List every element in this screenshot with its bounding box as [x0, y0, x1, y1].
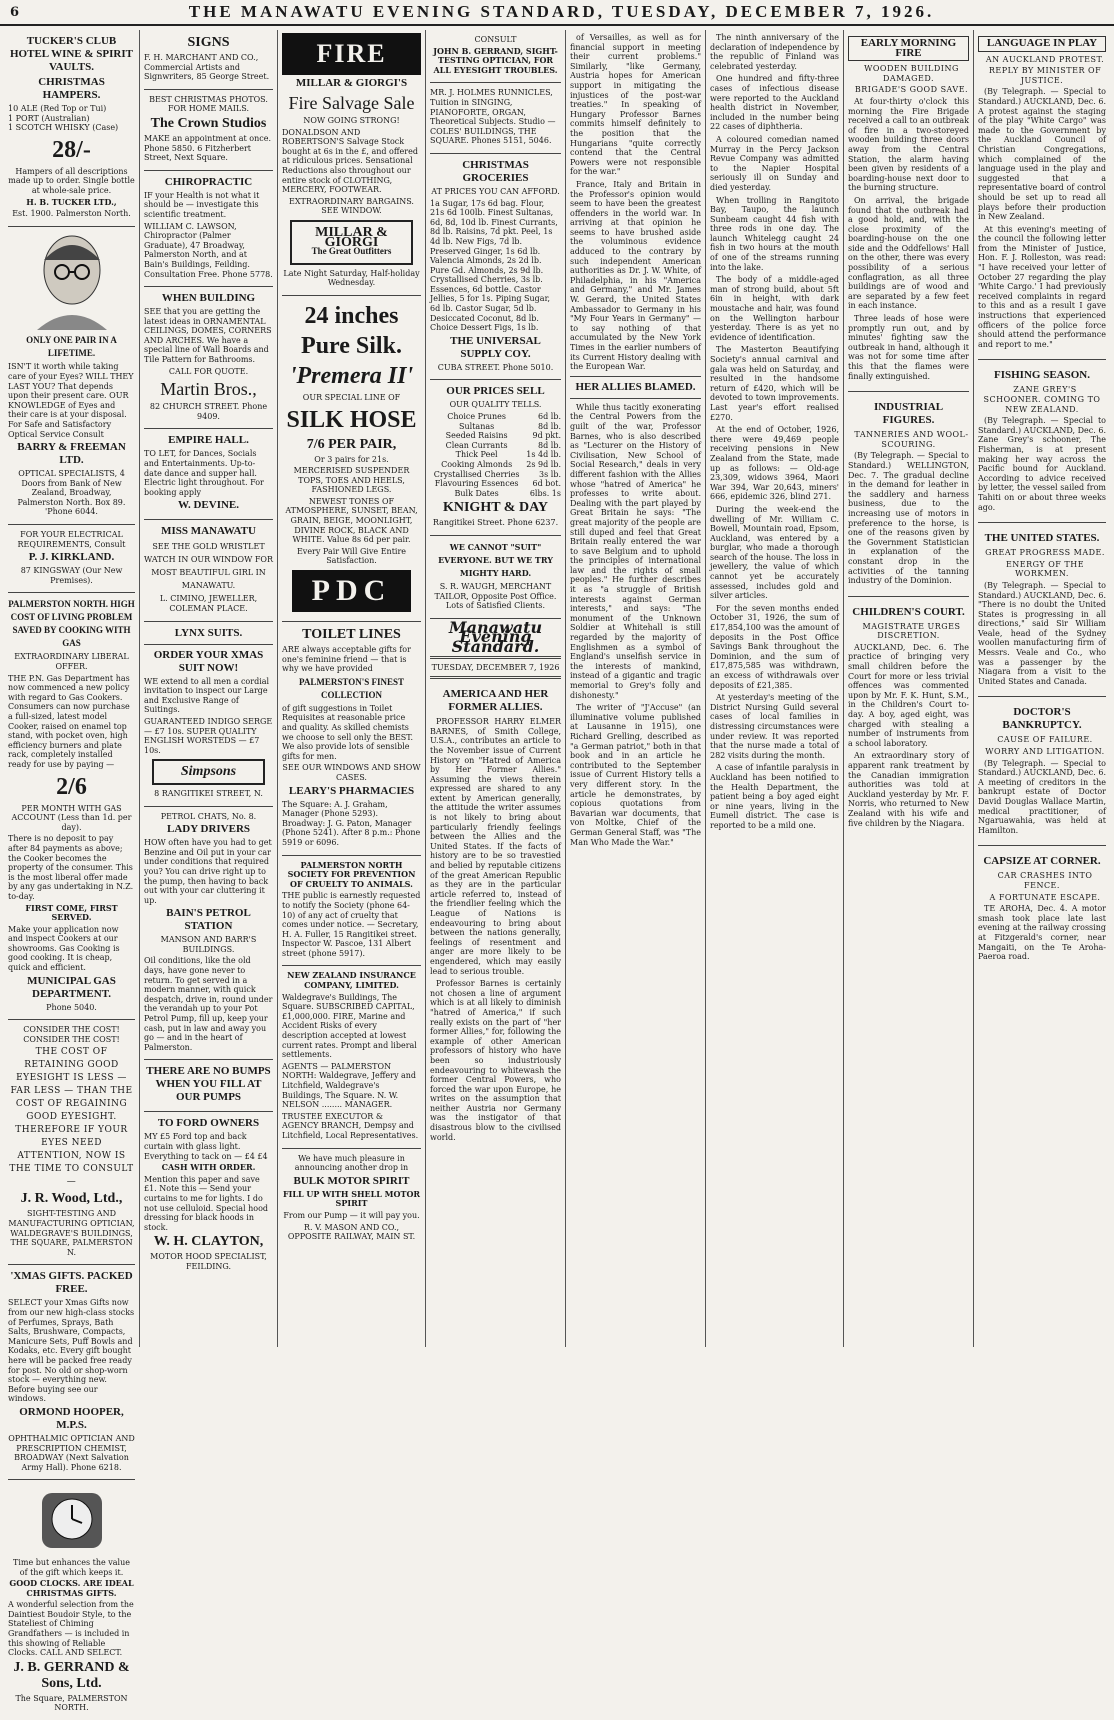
knight-name: KNIGHT & DAY — [442, 500, 549, 516]
price-value: 8d lb. — [538, 440, 561, 450]
crown-sub: BEST CHRISTMAS PHOTOS. FOR HOME MAILS. — [149, 94, 268, 114]
price-value: 6d lb. — [538, 412, 561, 422]
runnicles-ad — [430, 83, 561, 154]
clock-good: GOOD CLOCKS. ARE IDEAL CHRISTMAS GIFTS. — [9, 1578, 134, 1598]
lynx-suits-ad — [144, 622, 273, 807]
lang-p1: (By Telegraph. — Special to Standard.) AUCKLAND, Dec. 6. A protest against the staging of the play "White Cargo" was made to the Government by the Auckland Council of Christian Congregations, which complained of the language used in the play and suggested that a representative board of control should be set up to read all plays before their production in New Zealand. — [978, 87, 1106, 222]
waugh-name: S. R. WAUGH, MERCHANT TAILOR, Opposite Post Office. Lots of Satisfied Clients. — [434, 581, 557, 611]
column-4 — [426, 30, 566, 1347]
empire-hall-ad — [144, 429, 273, 520]
cimino-name: L. CIMINO, JEWELLER, COLEMAN PLACE. — [159, 594, 258, 613]
martin-name: Martin Bros., — [160, 379, 257, 400]
finest-head: PALMERSTON'S FINEST COLLECTION — [299, 676, 404, 700]
price-value: 2s 9d lb. — [526, 460, 561, 469]
nz-insurance-ad — [282, 966, 421, 1148]
lang-sub: AN AUCKLAND PROTEST. — [985, 54, 1105, 64]
price-row — [430, 489, 561, 499]
us-sub: GREAT PROGRESS MADE. — [985, 548, 1105, 558]
c5-p2: France, Italy and Britain in the Professor's opinion would seem to have been the greatest offenders in the world war. In arriving at that opinion he seems to have brushed aside the voluminous evidence adduced to the contrary by such independent American authorities as Dr. J. W. White, of Philadelphia, in his "America and Germany," and Mr. James W. Gerard, the United States Ambassador to Germany in his "My Four Years in Germany" — to say nothing of that accumulated by the New York Times in the earlier numbers of its Current History dealing with the European War. — [570, 179, 701, 372]
bumps-ad — [144, 1060, 273, 1112]
gas-body2: There is no deposit to pay after 84 payments as above; the Cooker becomes the property of the consumer. This is the most liberal offer made by any gas undertaking in N.Z. to-day. — [8, 834, 134, 901]
tucker-note: Hampers of all descriptions made up to order. Single bottle at whole-sale price. — [8, 166, 135, 195]
cap-sub: CAR CRASHES INTO FENCE. — [997, 871, 1093, 890]
mg-logo-tag: The Great Outfitters — [311, 246, 392, 257]
price-row — [430, 412, 561, 422]
chiro-body: IF your Health is not what it should be — investigate this scientific treatment. — [144, 190, 260, 219]
industrial-article — [848, 396, 969, 592]
special-line: OUR SPECIAL LINE OF — [302, 392, 401, 402]
consult-label: CONSULT — [474, 35, 517, 44]
toilet-body: ARE always acceptable gifts for one's feminine friend — that is why we have provided — [282, 645, 411, 674]
salvage-head: Fire Salvage Sale — [288, 93, 415, 113]
brief-6: The Masterton Beautifying Society's annual carnival and gala was held on Saturday, and resulted in the handsome return of £420, which will be devoted to town improvements. Last year's effort realised £270. — [710, 345, 839, 422]
brief-10: At yesterday's meeting of the District Nursing Guild several cases of local families in distressing circumstances were under review. It was reported that the nurse made a total of 282 visits during the month. — [710, 693, 839, 760]
ford-head: TO FORD OWNERS — [157, 1117, 260, 1130]
tucker-list: 10 ALE (Red Top or Tui) 1 PORT (Australian) 1 SCOTCH WHISKY (Case) — [8, 104, 119, 133]
allies-p1: PROFESSOR HARRY ELMER BARNES, of Smith College, U.S.A., contributes an article to the November issue of Current History on "Hatred of America by Her Former Allies." Assuming the views therein expressed are shared to any extent by American generally, the attitude the writer assumes is not likely to bring about particularly friendly feelings between the Allies and the United States. If the facts of history are to be so travestied and belied by reputable citizens of the great American Republic as they are in the particular article referred to, instead of the friendlier feeling which the League of Nations is endeavouring to bring about between the nations generally, feelings of resentment and anger are more likely to be engendered, which may easily lead to serious trouble. — [430, 717, 561, 976]
xmas-body: SELECT your Xmas Gifts now from our new high-class stocks of Perfumes, Sprays, Bath Salts, Brushware, Compacts, Manicure Sets, Puff Bowls and Kodaks, etc. Every gift bought here will be packed free ready for post. No old or shop-worn stock — everything new. Before buying see our windows. — [8, 1298, 135, 1404]
fire-salvage-ad — [282, 30, 421, 296]
cost-ad — [8, 1020, 135, 1265]
crown-name: The Crown Studios — [150, 115, 267, 131]
brief-1: The ninth anniversary of the declaration of independence by the republic of Finland was celebrated yesterday. — [710, 33, 839, 71]
fire-p1: At four-thirty o'clock this morning the Fire Brigade received a call to an outbreak of fire in a two-storeyed wooden building three doors away from the Central Station, the alarm having been given by residents of a boarding-house next door to the burning structure. — [848, 96, 969, 193]
gas-head: PALMERSTON NORTH. HIGH COST OF LIVING PROBLEM SAVED BY COOKING WITH GAS — [8, 599, 135, 649]
electrical-ad — [8, 525, 135, 593]
c5-p4: The writer of "J'Accuse" (an illuminative volume published at Lausanne in 1915), one Richard Grelling, described as "a German patriot," both in that book and in an article he contributed to the September issue of Current History tells a very different story. In the article he demonstrates, by copious quotations from Bavarian war documents, that von Moltke, Chief of the German General Staff, was "The Man Who Made the War." — [570, 703, 701, 847]
tucker-name: H. B. TUCKER LTD., — [26, 196, 117, 207]
pump-text: From our Pump — it will pay you. — [283, 1210, 420, 1220]
prices-sub: OUR QUALITY TELLS. — [449, 400, 542, 410]
millar-name: MILLAR & GIORGI'S — [295, 77, 408, 89]
going-strong: NOW GOING STRONG! — [303, 116, 400, 125]
bulk-head: BULK MOTOR SPIRIT — [293, 1174, 410, 1187]
column-6 — [706, 30, 844, 1347]
runnicles-text: MR. J. HOLMES RUNNICLES, Tuition in SINGING, PIANOFORTE, ORGAN, Theoretical Subjects. Studio — COLES' BUILDINGS, THE SQUARE. Phones 5151, 5046. — [430, 88, 556, 146]
tucker-ad — [8, 30, 135, 227]
eyes-head: ONLY ONE PAIR IN A LIFETIME. — [26, 335, 117, 359]
ind-sub: TANNERIES AND WOOL-SCOURING. — [854, 430, 969, 449]
masthead-title: THE MANAWATU EVENING STANDARD, TUESDAY, DECEMBER 7, 1926. — [188, 2, 935, 21]
column-7 — [844, 30, 974, 1347]
gerrand-optician-ad — [430, 30, 561, 83]
cap-head: CAPSIZE AT CORNER. — [983, 855, 1101, 868]
pleasure-text: We have much pleasure in announcing another drop in — [294, 1153, 409, 1173]
cannot-text: WE CANNOT "SUIT" EVERYONE. BUT WE TRY MIGHTY HARD. — [438, 541, 553, 578]
eyes-body: ISN'T it worth while taking care of your Eyes? WILL THEY LAST YOU? That depends upon their present care. OUR KNOWLEDGE of Eyes and their care is at your disposal. For Safe and Satisfactory Optical Service Consult — [8, 362, 134, 439]
tucker-title: TUCKER'S CLUB HOTEL WINE & SPIRIT VAULTS. — [10, 35, 133, 73]
gas-price: 2/6 — [56, 773, 87, 800]
nzins-trustee: TRUSTEE EXECUTOR & AGENCY BRANCH, Dempsy and Litchfield, Local Representatives. — [282, 1111, 419, 1140]
bankruptcy-article — [978, 701, 1106, 841]
signs-body: F. H. MARCHANT AND CO., Commercial Artists and Signwriters, 85 George Street. — [144, 53, 270, 82]
lang-p2: At this evening's meeting of the council the following letter from the Minister of Justice, Hon. F. J. Rolleston, was read: "I have received your letter of October 27 regarding the play 'White Cargo.' I had previously received complaints in regard to this and as a result I gave instructions that experienced officers of the police force should attend the performance and report to me." — [978, 224, 1106, 349]
millar-giorgi-logo — [290, 220, 413, 265]
lang-head: LANGUAGE IN PLAY — [978, 36, 1106, 52]
crown-studios-ad — [144, 90, 273, 171]
allies-blamed-head: HER ALLIES BLAMED. — [575, 380, 696, 393]
column-2 — [140, 30, 278, 1347]
building-ad — [144, 287, 273, 429]
bain-body: Oil conditions, like the old days, have gone never to return. To get served in a modern manner, with quick despatch, drive in, round under the verandah up to your Pot Petrol Pump, fill up, keep your cash, put in law and away you go — and in the heart of Palmerston. — [144, 956, 273, 1052]
every-pair: Every Pair Will Give Entire Satisfaction. — [296, 546, 407, 566]
chiro-head: CHIROPRACTIC — [164, 175, 253, 188]
clock-caption: Time but enhances the value of the gift which keeps it. — [13, 1557, 130, 1577]
bain-sub: MANSON AND BARR'S BUILDINGS. — [160, 935, 257, 954]
fishing-article — [978, 364, 1106, 518]
gas-per: PER MONTH WITH GAS ACCOUNT (Less than 1d. per day). — [11, 803, 132, 832]
mg-logo-name: MILLAR & GIORGI — [315, 224, 388, 250]
leary-name: LEARY'S PHARMACIES — [288, 784, 415, 797]
price-item: Sultanas — [459, 421, 495, 431]
elec-head: FOR YOUR ELECTRICAL REQUIREMENTS, Consult — [17, 530, 126, 549]
gas-body3: Make your application now and inspect Cookers at our showrooms. Gas Cooking is good cooking. It is cheap, quick and efficient. — [8, 924, 120, 973]
barry-sub: OPTICAL SPECIALISTS, 4 Doors from Bank of New Zealand, Broadway, Palmerston North. Box 89. 'Phone 6044. — [17, 469, 126, 517]
signs-ad — [144, 30, 273, 90]
brief-9: For the seven months ended October 31, 1926, the sum of £17,854,100 was the amount of deposits in the Post Office Savings Bank throughout the Dominion, and the sum of £17,875,585 was withdrawn, an excess of withdrawals over deposits of £21,385. — [710, 603, 839, 690]
child-p1: AUCKLAND, Dec. 6. The practice of bringing very small children before the Court for more or less trivial offences was commented upon by Mr. F. K. Hunt, S.M., in the Children's Court to-day. A boy, aged eight, was charged with stealing a number of instruments from a school laboratory. — [848, 642, 969, 748]
premera-name: 'Premera II' — [289, 362, 414, 389]
price-item: Flavouring Essences — [434, 479, 519, 489]
finest-body: of gift suggestions in Toilet Requisites at reasonable price and quality. As skilled chemists we choose to sell only the BEST. We also provide lots of sensible gifts for men. — [282, 703, 413, 761]
child-sub: MAGISTRATE URGES DISCRETION. — [862, 621, 961, 641]
editorial-date: TUESDAY, DECEMBER 7, 1926 — [431, 662, 560, 672]
news-briefs — [710, 30, 839, 837]
paper-nameplate: Manawatu Evening Standard. — [448, 617, 543, 656]
page-number: 6 — [10, 4, 20, 20]
hose-price: 7/6 PER PAIR, — [306, 436, 397, 452]
empire-head: EMPIRE HALL. — [168, 434, 249, 447]
ford-body2: Mention this paper and save £1. Note this — Send your curtains to me for lights. I do not use celluloid. Special hood dressing for black hoods in stock. — [144, 1174, 269, 1232]
bain-head: BAIN'S PETROL STATION — [166, 907, 251, 933]
elec-name: P. J. KIRKLAND. — [28, 551, 115, 564]
gas-ad — [8, 593, 135, 1020]
gas-first: FIRST COME, FIRST SERVED. — [25, 902, 118, 923]
c5-p1: of Versailles, as well as for financial support in meeting their current problems." Similarly, "like Germany, Austria hopes for American support in mitigating the injustices of the post-war treaties." In speaking of Hungary Professor Barnes commits himself definitely to the position that the Hungarians "quite correctly contend that the Central Powers were not responsible for the war." — [570, 33, 701, 177]
inches-head: 24 inches — [304, 302, 399, 329]
capsize-article — [978, 850, 1106, 967]
gerrand-sub: The Square, PALMERSTON NORTH. — [15, 1693, 128, 1713]
price-value: 8d lb. — [538, 421, 561, 431]
lady-body: HOW often have you had to get Benzine and Oil put in your car under conditions that required you? You can drive right up to the pump, then having to back out with your car cluttering it up. — [144, 838, 272, 905]
fire-sub2: BRIGADE'S GOOD SAVE. — [854, 85, 969, 95]
signs-head: SIGNS — [187, 35, 230, 50]
spca-head: PALMERSTON NORTH SOCIETY FOR PREVENTION OF CRUELTY TO ANIMALS. — [287, 859, 416, 889]
tucker-price: 28/- — [52, 136, 91, 163]
silk-hose-ad — [282, 296, 421, 622]
gerrand-name: J. B. GERRAND & Sons, Ltd. — [13, 1659, 130, 1691]
order-body: WE extend to all men a cordial invitation to inspect our Large and Exclusive Range of Suitings. — [144, 676, 270, 715]
bank-p1: (By Telegraph. — Special to Standard.) AUCKLAND, Dec. 6. A meeting of creditors in the bankrupt estate of Doctor David Douglas Wallace Martin, medical practitioner, of Ngaruawahia, was held at Hamilton. — [978, 758, 1106, 835]
price-row — [430, 470, 561, 480]
hooper-sub: OPHTHALMIC OPTICIAN AND PRESCRIPTION CHEMIST, BROADWAY (Next Salvation Army Hall). Phone 6218. — [8, 1433, 135, 1472]
gas-body: THE P.N. Gas Department has now commenced a new policy with regard to Gas Cookers. Consumers can now purchase a full-sized, latest model Cooker, raised on enamel top stand, with pocket oven, high efficiency burners and plate rack, completely installed ready for use by paying — — [8, 673, 130, 769]
nzins-body: Waldegrave's Buildings, The Square. SUBSCRIBED CAPITAL, £1,000,000. FIRE, Marine and Accident Risks of every description accepted at lowest current rates. Prompt and liberal settlements. — [282, 992, 417, 1060]
prices-ad — [430, 380, 561, 536]
fire-article — [848, 30, 969, 387]
price-list — [430, 412, 561, 498]
ind-head: INDUSTRIAL FIGURES. — [873, 401, 944, 427]
miss-head: MISS MANAWATU — [161, 525, 256, 538]
fire-banner: FIRE — [282, 33, 421, 75]
lady-head: LADY DRIVERS — [166, 823, 251, 836]
price-value: 3s lb. — [539, 469, 561, 479]
columns — [4, 30, 1110, 1713]
petrol-ad — [144, 807, 273, 1061]
allies-head: AMERICA AND HER FORMER ALLIES. — [442, 688, 549, 714]
price-row — [430, 460, 561, 470]
pure-silk: Pure Silk. — [301, 332, 402, 359]
price-item: Thick Peel — [455, 450, 498, 460]
ford-cash: CASH WITH ORDER. — [161, 1162, 256, 1173]
miss-body: SEE THE GOLD WRISTLET WATCH IN OUR WINDOW FOR MOST BEAUTIFUL GIRL IN MANAWATU. — [144, 542, 273, 591]
waugh-ad — [430, 536, 561, 619]
price-value: 6d bot. — [532, 479, 561, 489]
hose-or: Or 3 pairs for 21s. — [314, 454, 389, 464]
price-row — [430, 422, 561, 432]
cost-body: THE COST OF RETAINING GOOD EYESIGHT IS LESS — FAR LESS — THAN THE COST OF REGAINING GOOD EYESIGHT. THEREFORE IF YOUR EYES NEED ATTENTION, NOW IS THE TIME TO CONSULT — — [9, 1047, 134, 1188]
child-head: CHILDREN'S COURT. — [852, 605, 965, 618]
chiro-name: WILLIAM C. LAWSON, Chiropractor (Palmer Graduate), 47 Broadway, Palmerston North, and at Bain's Buildings, Feilding. Consultation Free. Phone 5778. — [144, 221, 273, 279]
price-row — [430, 431, 561, 441]
barry-name: BARRY & FREEMAN LTD. — [17, 441, 126, 467]
groceries-ad — [430, 154, 561, 381]
eyes-ad — [8, 227, 135, 525]
price-item: Seeded Raisins — [445, 431, 508, 441]
price-value: 9d pkt. — [532, 431, 561, 441]
bank-head: DOCTOR'S BANKRUPTCY. — [1002, 706, 1082, 732]
toilet-lines-ad — [282, 622, 421, 856]
column-1 — [4, 30, 140, 1713]
clock-illustration — [32, 1483, 112, 1553]
nzins-agents: AGENTS — PALMERSTON NORTH: Waldegrave, Jeffery and Litchfield, Waldegrave's Buildings, The Square. N. W. NELSON ........ MANAGER. — [282, 1061, 417, 1110]
clock-ad — [8, 1480, 135, 1720]
pdc-logo: PDC — [292, 570, 411, 612]
miss-manawatu-ad — [144, 520, 273, 621]
price-value: 6lbs. 1s — [529, 488, 561, 498]
motor-spirit-ad — [282, 1149, 421, 1249]
build-head: WHEN BUILDING — [161, 292, 256, 305]
us-sub2: ENERGY OF THE WORKMEN. — [1005, 559, 1085, 579]
indigo-prices: GUARANTEED INDIGO SERGE — £7 10s. SUPER QUALITY ENGLISH WORSTEDS — £7 10s. — [144, 716, 273, 755]
brief-5: The body of a middle-aged man of strong build, about 5ft 6in in height, with dark moustache and hair, was found on the Wellington harbour yesterday. There is as yet no evidence of identification. — [710, 275, 839, 342]
ford-ad — [144, 1112, 273, 1278]
ford-body: MY £5 Ford top and back curtain with glass light. Everything to tack on — £4 £4 — [144, 1132, 268, 1161]
jbg-text: JOHN B. GERRAND, SIGHT-TESTING OPTICIAN, FOR ALL EYESIGHT TROUBLES. — [433, 45, 558, 75]
supply-addr: CUBA STREET. Phone 5010. — [437, 362, 554, 372]
brief-11: A case of infantile paralysis in Auckland has been notified to the Health Department, the patient being a boy aged eight or nine years, living in the Eumell district. The case is reported to be a mild one. — [710, 763, 839, 830]
brief-7: At the end of October, 1926, there were 49,469 people receiving pensions in New Zealand from the State, made up as follows: — Old-age 23,309, widows 3964, Maori War 394, War 20,643, miners' 666, epidemic 326, blind 271. — [710, 425, 839, 502]
childrens-court-article — [848, 601, 969, 834]
column-3 — [278, 30, 426, 1347]
united-states-article — [978, 527, 1106, 692]
price-row — [430, 479, 561, 489]
windows-text: SEE OUR WINDOWS AND SHOW CASES. — [282, 763, 421, 782]
muni-phone: Phone 5040. — [46, 1002, 97, 1012]
fire-head: EARLY MORNING FIRE — [848, 36, 969, 61]
chiropractic-ad — [144, 171, 273, 287]
salvage-body: DONALDSON AND ROBERTSON'S Salvage Stock bought at 6s in the £, and offered at ridiculous prices. Sensational Reductions also throughout our entire stock of CLOTHING, MERCERY, FOOTWEAR. — [282, 127, 418, 195]
order-head: ORDER YOUR XMAS SUIT NOW! — [153, 648, 264, 674]
elec-addr: 87 KINGSWAY (Our New Premises). — [20, 566, 123, 585]
price-row — [430, 441, 561, 451]
clayton-name: W. H. CLAYTON, — [153, 1234, 264, 1250]
spca-body: THE public is earnestly requested to notify the Society (phone 64-10) of any act of cruelty that comes under notice. — Secretary, H. A. Fuller, 15 Rangitikei street. Inspector W. Pascoe, 131 Albert street (phone 5917). — [282, 891, 421, 958]
fish-head: FISHING SEASON. — [994, 369, 1090, 382]
fish-sub: ZANE GREY'S SCHOONER. COMING TO NEW ZEALAND. — [983, 385, 1101, 414]
prices-head: OUR PRICES SELL — [446, 385, 545, 398]
clayton-sub: MOTOR HOOD SPECIALIST, FEILDING. — [150, 1252, 267, 1271]
brief-3: A coloured comedian named Murray in the Percy Jackson Revue Company was admitted to the Napier Hospital seriously ill on Sunday and died yesterday. — [710, 134, 839, 192]
cost-head: CONSIDER THE COST! CONSIDER THE COST! — [23, 1025, 120, 1044]
gas-sub: EXTRAORDINARY LIBERAL OFFER. — [14, 652, 129, 672]
brief-2: One hundred and fifty-three cases of infectious disease were reported to the Auckland health district in November, included in the number being 22 cases of diphtheria. — [710, 74, 839, 132]
knight-addr: Rangitikei Street. Phone 6237. — [432, 518, 559, 528]
bank-sub: CAUSE OF FAILURE. — [997, 735, 1093, 745]
tucker-addr: Est. 1900. Palmerston North. — [12, 209, 131, 219]
brief-8: During the week-end the dwelling of Mr. William C. Bowell, Mountain road, Epsom, Auckland, was entered by a burglar, who made a thorough search of the house. The loss in jewellery, the value of which cannot yet be accurately assessed, includes gold and silver articles. — [710, 504, 839, 601]
groc-sub: AT PRICES YOU CAN AFFORD. — [431, 186, 560, 196]
spca-ad — [282, 856, 421, 967]
bank-sub2: WORRY AND LITIGATION. — [985, 747, 1105, 757]
wood-name: J. R. Wood, Ltd., — [20, 1191, 123, 1207]
eyeglasses-portrait-illustration — [17, 230, 127, 330]
price-item: Clean Currants — [445, 440, 508, 450]
bumps-head: THERE ARE NO BUMPS WHEN YOU FILL AT OUR PUMPS — [146, 1065, 271, 1104]
fire-sub: WOODEN BUILDING DAMAGED. — [864, 64, 959, 83]
toilet-head: TOILET LINES — [302, 627, 401, 643]
empire-body: TO LET, for Dances, Socials and Entertainments. Up-to-date dance and supper hall. Electric light throughout. For booking apply — [144, 449, 264, 497]
muni-name: MUNICIPAL GAS DEPARTMENT. — [27, 974, 116, 1000]
price-item: Bulk Dates — [454, 488, 499, 498]
cap-sub2: A FORTUNATE ESCAPE. — [989, 892, 1101, 902]
build-body: SEE that you are getting the latest ideas in ORNAMENTAL CEILINGS, DOMES, CORNERS AND ARCHES. We have a special line of Wall Boards and Tile Pattern for Bathrooms. — [144, 307, 272, 365]
martin-addr: 82 CHURCH STREET. Phone 9409. — [149, 402, 268, 421]
fire-p3: Three leads of hose were promptly run out, and by minutes' fighting saw the outbreak in hand, although it was not for some time after this that the flames were finally extinguished. — [848, 314, 969, 381]
brief-4: When trolling in Rangitoto Bay, Taupo, the launch Sunbeam caught 44 fish with three rods in one day. The launch Whitelegg caught 24 fish in two hours at the mouth of one of the streams running into the lake. — [710, 195, 839, 272]
simpsons-logo: Simpsons — [152, 759, 265, 785]
xmas-gifts-ad — [8, 1265, 135, 1480]
crown-body: MAKE an appointment at once. Phone 5850. 6 Fitzherbert Street, Next Square. — [144, 133, 272, 163]
wood-sub: SIGHT-TESTING AND MANUFACTURING OPTICIAN, WALDEGRAVE'S BUILDINGS, THE SQUARE, PALMERSTON N. — [8, 1209, 135, 1257]
us-p1: (By Telegraph. — Special to Standard.) AUCKLAND, Dec. 6. "There is no doubt the United States is progressing in all directions," said Sir William Veale, head of the Sydney woollen manufacturing firm of Messrs. Veale and Co., who was a passenger by the Niagara from a visit to the United States and Canada. — [978, 580, 1106, 686]
us-head: THE UNITED STATES. — [984, 532, 1100, 545]
late-night: Late Night Saturday, Half-holiday Wednesday. — [283, 268, 420, 288]
hose-head: SILK HOSE — [286, 406, 417, 433]
mercer-text: MERCERISED SUSPENDER TOPS, TOES AND HEELS, FASHIONED LEGS. — [293, 466, 410, 495]
allies-p2: Professor Barnes is certainly not chosen a line of argument which is at all likely to diminish "hatred of America," if such really exists on the part of "her former Allies," for, following the example of other American professors of history who have been so industriously endeavouring to whitewash the former Central Powers, who forced the war upon Europe, he writes on the assumption that neither Austria nor Germany was the instigator of that disastrous blow to the civilised world. — [430, 979, 561, 1142]
clock-body: A wonderful selection from the Daintiest Boudoir Style, to the Stateliest of Chiming Grandfathers — is included in this showing of Reliable Clocks. CALL AND SELECT. — [8, 1600, 134, 1658]
price-item: Cooking Almonds — [441, 460, 513, 469]
lynx-head: LYNX SUITS. — [174, 626, 243, 639]
editorial-article — [430, 683, 561, 1148]
extra-bargains: EXTRAORDINARY BARGAINS. SEE WINDOW. — [289, 196, 414, 216]
mason-name: R. V. MASON AND CO., OPPOSITE RAILWAY, MAIN ST. — [287, 1222, 416, 1242]
supply-name: THE UNIVERSAL SUPPLY COY. — [450, 334, 541, 360]
devine-name: W. DEVINE. — [177, 499, 240, 512]
column-5 — [566, 30, 706, 1347]
groc-head: CHRISTMAS GROCERIES — [462, 158, 529, 184]
price-row — [430, 450, 561, 460]
rangitikei-addr: 8 RANGITIKEI STREET, N. — [154, 788, 263, 798]
fish-p1: (By Telegraph. — Special to Standard.) AUCKLAND, Dec. 6. Zane Grey's schooner, The Fisherman, is at present making her way across the Pacific bound for Auckland. According to advice received by letter, the vessel sailed from Tahiti on or about three weeks ago. — [978, 416, 1106, 512]
tucker-sub: CHRISTMAS HAMPERS. — [38, 76, 105, 101]
build-call: CALL FOR QUOTE. — [168, 366, 249, 376]
column-8 — [974, 30, 1110, 1347]
child-p2: An extraordinary story of apparent rank treatment by the Canadian immigration authorities was told at Auckland yesterday by Mr. F. Norris, who returned to New Zealand with his wife and five children by the Niagara. — [848, 751, 969, 828]
fire-p2: On arrival, the brigade found that the outbreak had a good hold, and, with the close proximity of the boarding-house on the one side and the Oddfellows' Hall on the other, there was every possibility of a serious conflagration, as all three buildings are of wood and are separated by a few feet in each instance. — [848, 195, 969, 311]
c5-p3: While thus tacitly exonerating the Central Powers from the guilt of the war, Professor Barnes, who is also described as "Lecturer on the History of Civilisation, New School of Social Research," deals in very different fashion with the Allies whose "hatred of America" he professes to write about. Dealing with the part played by Great Britain he says: "The great majority of the people are still duped and feel that Great Britain really entered the war to save Belgium and to uphold the principles of international law and the rights of small peoples." He further describes it as "a struggle of British interests against German interests," and says: "The monument of the Unknown Soldier at Whitehall is still regarded by the majority of Englishmen as a symbol of England's unselfish service in the interests of mankind, instead of a gigantic and tragic memorial to Grey's folly and dishonesty." — [570, 402, 701, 700]
lang-sub2: REPLY BY MINISTER OF JUSTICE. — [988, 66, 1102, 85]
groc-list: 1a Sugar, 17s 6d bag. Flour, 21s 6d 100lb. Finest Sultanas, 6d, 8d, 10d lb. Finest Currants, 8d lb. Raisins, 7d pkt. Peel, 1s 4d lb. New Figs, 7d lb. Preserved Ginger, 1s 6d lb. Valencia Almonds, 2s 2d lb. Pure Gd. Almonds, 2s 9d lb. Crystallised Cherries, 3s lb. Essences, 6d bottle. Castor Jellies, 5 for 1s. Piping Sugar, 6d lb. Castor Sugar, 5d lb. Desiccated Coconut, 8d lb. Choice Dessert Figs, 1s lb. — [430, 198, 558, 333]
masthead — [0, 0, 1114, 26]
leary-body: The Square: A. J. Graham, Manager (Phone 5293). Broadway: J. G. Paton, Manager (Phone 5241). After 8 p.m.: Phone 5919 or 6096. — [282, 799, 421, 847]
xmas-head: 'XMAS GIFTS. PACKED FREE. — [10, 1270, 133, 1296]
ind-p1: (By Telegraph. — Special to Standard.) WELLINGTON, Dec. 7. The gradual decline in the demand for leather in the saddlery and harness business, due to the increasing use of motors in preference to the horse, is one of the reasons given by the Government Statistician in explanation of the constant drop in the activities of the tanning industry of the Dominion. — [848, 451, 969, 586]
fill-text: FILL UP WITH SHELL MOTOR SPIRIT — [282, 1188, 421, 1209]
newest-tones: NEWEST TONES OF ATMOSPHERE, SUNSET, BEAN, GRAIN, BEIGE, MOONLIGHT, DIVINE ROCK, BLACK AND WHITE. Value 8s 6d per pair. — [285, 496, 418, 545]
petrol-chats: PETROL CHATS, No. 8. — [160, 811, 257, 821]
nzins-head: NEW ZEALAND INSURANCE COMPANY, LIMITED. — [287, 970, 416, 991]
cap-p1: TE AROHA, Dec. 4. A motor smash took place late last evening at the railway crossing at Fitzgerald's corner, near Mangaiti, on the Te Aroha-Paeroa road. — [978, 904, 1106, 962]
hooper-name: ORMOND HOOPER, M.P.S. — [19, 1405, 124, 1431]
language-article — [978, 30, 1106, 355]
price-item: Crystallised Cherries — [433, 469, 520, 479]
price-value: 1s 4d lb. — [526, 450, 561, 460]
editorial-continued — [570, 30, 701, 853]
price-item: Choice Prunes — [447, 412, 506, 422]
